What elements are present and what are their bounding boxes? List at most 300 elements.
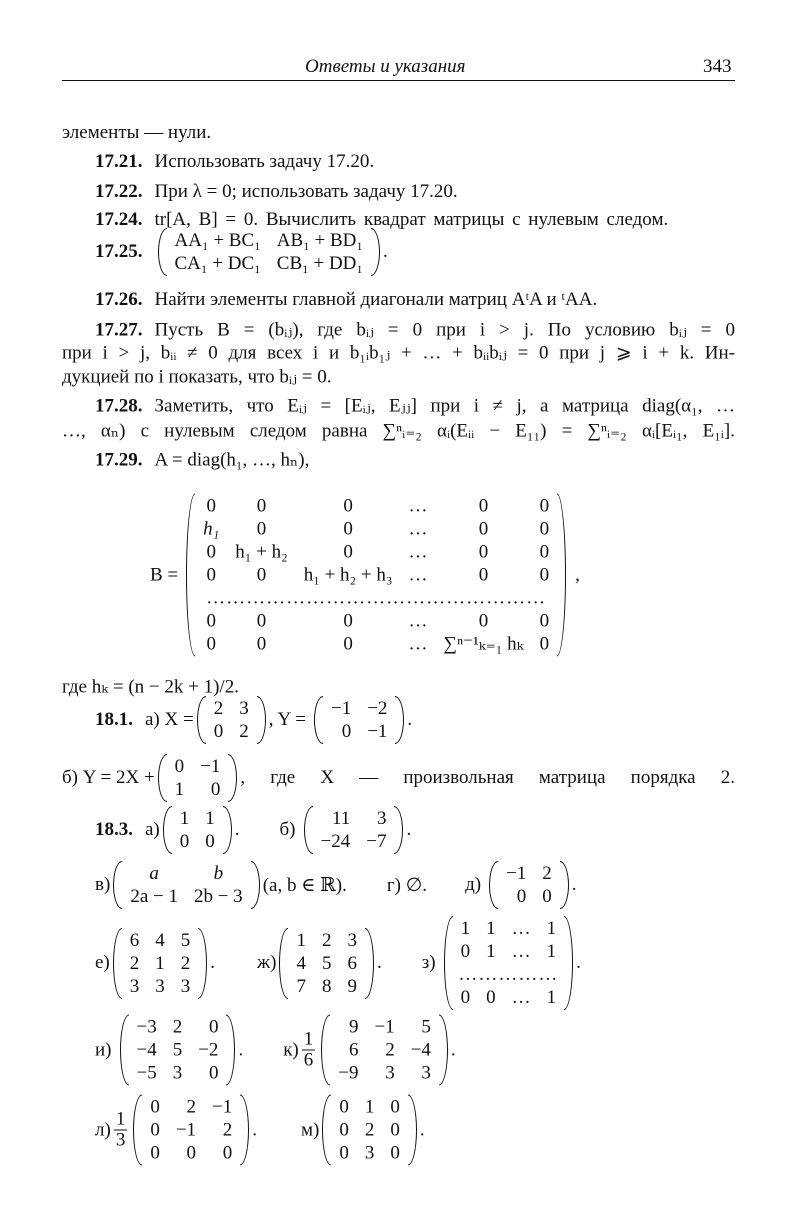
matrix-row: [288, 929, 365, 952]
matrix-cell: 1: [205, 808, 215, 829]
matrix-cell: 0: [206, 564, 216, 586]
matrix-cell: 0: [460, 941, 471, 962]
matrix-row: [195, 610, 557, 633]
matrix-row: [142, 1119, 240, 1142]
matrix-B-equation: [150, 494, 580, 657]
text: ж): [257, 952, 277, 973]
label: 17.24.: [95, 209, 143, 230]
matrix-row: [122, 929, 199, 952]
matrix-cell: 2: [239, 721, 249, 742]
matrix-body: [167, 229, 372, 275]
matrix-cell: −1: [367, 721, 388, 742]
matrix-cell: 0: [174, 756, 185, 777]
matrix-cell: 0: [205, 831, 215, 852]
answer-17-27-line2: при i > j, bᵢᵢ ≠ 0 для всех i и b₁ᵢb₁ⱼ + … + bᵢᵢbᵢⱼ = 0 при j ⩾ i + k. Ин-: [62, 342, 735, 364]
matrix-cell: 6: [347, 952, 357, 974]
matrix-cell: −2: [198, 1039, 219, 1061]
matrix-row: [195, 633, 557, 656]
left-paren: [444, 916, 453, 1010]
matrix-cell: 3: [129, 975, 140, 997]
right-paren: [560, 861, 569, 909]
text: к): [283, 1039, 299, 1060]
matrix-cell: 7: [296, 975, 306, 997]
matrix-cell: 1: [546, 941, 557, 962]
matrix-cell: 0: [256, 610, 267, 632]
text: Пусть B = (bᵢⱼ), где bᵢⱼ = 0 при i > j. По условию bᵢⱼ = 0: [154, 319, 735, 341]
matrix-17-25: [158, 228, 381, 276]
matrix-row: [453, 917, 565, 940]
matrix-cell: −1: [212, 1096, 233, 1118]
matrix-body: [129, 1016, 227, 1085]
answer-18-3: [95, 806, 411, 854]
matrix-cell: 0: [210, 779, 221, 800]
punct: .: [234, 819, 240, 840]
matrix-cell: 3: [239, 698, 249, 719]
matrix-cell: 4: [155, 929, 165, 951]
answer-17-22: [95, 181, 458, 203]
matrix-cell: 0: [150, 1096, 160, 1118]
matrix-cell: …: [408, 518, 428, 540]
fraction-one-third: [114, 1110, 128, 1151]
numerator: 1: [115, 1108, 126, 1130]
matrix-cell: 2: [364, 1119, 375, 1141]
right-paren: [223, 806, 232, 854]
matrix-cell: 9: [348, 1016, 359, 1038]
matrix-cell: 1: [486, 918, 496, 939]
matrix-cell: −2: [367, 698, 388, 719]
text: е): [95, 952, 110, 973]
matrix-cell: 2: [385, 1039, 395, 1061]
matrix-cell: 0: [516, 886, 527, 907]
label: 17.29.: [95, 449, 143, 470]
punct: .: [376, 952, 382, 973]
punct: .: [383, 241, 388, 262]
matrix-cell: 1: [546, 987, 557, 1008]
matrix-cell: 6: [348, 1039, 359, 1061]
right-paren: [371, 228, 380, 276]
matrix-18-3-zh: [279, 928, 374, 999]
matrix-cell: −3: [136, 1016, 157, 1038]
matrix-cell: 3: [180, 975, 191, 997]
left-paren: [304, 806, 313, 854]
matrix-cell: AA₁ + BC₁: [174, 230, 261, 251]
text: в): [95, 874, 111, 895]
matrix-18-3-e: [113, 928, 208, 999]
left-paren: [279, 928, 288, 999]
label: 17.28.: [95, 395, 143, 416]
text: A = diag(h₁, …, hₙ),: [154, 449, 310, 471]
matrix-cell: 0: [206, 633, 216, 655]
matrix-cell: 0: [179, 831, 190, 852]
matrix-cell: 2: [213, 698, 224, 719]
matrix-row: [288, 952, 365, 975]
matrix-cell: 1: [546, 918, 557, 939]
matrix-row: [453, 940, 565, 963]
matrix-J: [158, 754, 238, 802]
left-paren: [489, 861, 498, 909]
matrix-cell: 3: [421, 1062, 431, 1084]
matrix-row: [142, 1142, 240, 1165]
matrix-row: [313, 807, 395, 830]
text: Заметить, что Eᵢⱼ = [Eᵢⱼ, Eⱼⱼ] при i ≠ j, а матрица diag(α₁, …: [154, 395, 735, 417]
right-paren: [240, 1095, 249, 1166]
matrix-body: [323, 697, 395, 743]
denominator: 6: [303, 1049, 314, 1071]
answer-18-3-i: [95, 1015, 456, 1086]
matrix-body: [331, 1096, 408, 1165]
matrix-body: [167, 755, 229, 801]
matrix-cell: 1: [486, 941, 496, 962]
matrix-cell: −1: [506, 863, 527, 884]
punct: .: [450, 1039, 456, 1060]
punct: .: [576, 952, 581, 973]
matrix-cell: 0: [339, 1096, 349, 1118]
matrix-row: [206, 720, 257, 743]
text: а): [145, 819, 160, 840]
right-paren: [228, 754, 237, 802]
matrix-cell: 2: [222, 1119, 233, 1141]
matrix-row: [331, 1119, 408, 1142]
matrix-row: [498, 862, 560, 885]
matrix-cell: 0: [206, 541, 216, 563]
matrix-cell: −24: [320, 831, 351, 852]
punct: .: [238, 1039, 244, 1060]
text: , где X — произвольная матрица порядка 2.: [240, 767, 735, 788]
matrix-cell: …: [511, 918, 531, 939]
left-paren: [314, 696, 323, 744]
answer-17-26: [95, 289, 597, 311]
matrix-cell: −4: [410, 1039, 431, 1061]
matrix-cell: 1: [155, 952, 165, 974]
matrix-cell: 11: [331, 808, 351, 829]
left-paren: [197, 696, 206, 744]
matrix-row: [323, 720, 395, 743]
matrix-row: [195, 541, 557, 564]
right-paren: [198, 928, 207, 999]
matrix-row: [331, 1142, 408, 1165]
matrix-row: [323, 697, 395, 720]
text: При λ = 0; использовать задачу 17.20.: [154, 181, 458, 202]
matrix-cell: 1: [296, 929, 306, 951]
text: б) Y = 2X +: [62, 767, 155, 788]
text: л): [95, 1119, 111, 1140]
matrix-18-3-i: [120, 1015, 236, 1086]
page-number: 343: [703, 56, 732, 77]
matrix-cell: 2: [542, 863, 552, 884]
matrix-cell: 0: [206, 495, 216, 517]
matrix-cell: 0: [539, 610, 550, 632]
matrix-18-3-m: [322, 1095, 417, 1166]
matrix-cell: −1: [330, 698, 352, 719]
matrix-cell: 0: [208, 1016, 219, 1038]
matrix-cell: …: [408, 541, 428, 563]
matrix-cell: 3: [347, 929, 357, 951]
left-paren: [133, 1095, 142, 1166]
matrix-cell: 2b − 3: [193, 886, 243, 907]
right-paren: [251, 861, 260, 909]
matrix-cell: −5: [136, 1062, 157, 1084]
matrix-cell: 0: [390, 1096, 400, 1118]
matrix-dots-row: ……………………………………………: [206, 587, 547, 609]
matrix-cell: 0: [256, 564, 267, 586]
matrix-cell: 0: [343, 633, 353, 655]
left-paren: [322, 1095, 331, 1166]
text: б): [279, 819, 296, 840]
matrix-cell: 3: [155, 975, 165, 997]
matrix-row: [331, 1096, 408, 1119]
matrix-cell: 0: [486, 987, 496, 1008]
matrix-dots-row: ……………: [458, 964, 559, 985]
matrix-cell: 0: [390, 1142, 400, 1164]
answer-17-27: [95, 319, 735, 342]
matrix-cell: 0: [343, 495, 353, 517]
left-paren: [158, 754, 167, 802]
matrix-row: [129, 1062, 227, 1085]
matrix-cell: 0: [256, 518, 267, 540]
text: , Y =: [268, 709, 306, 730]
matrix-cell: 2: [172, 1016, 183, 1038]
running-header: Ответы и указания: [305, 56, 466, 77]
punct: ,: [575, 564, 580, 585]
right-paren: [365, 928, 374, 999]
matrix-body: [498, 862, 560, 908]
matrix-row: [288, 975, 365, 998]
matrix-cell: 0: [539, 633, 550, 655]
punct: .: [252, 1119, 257, 1140]
matrix-row: [167, 229, 372, 252]
matrix-cell: 5: [180, 929, 191, 951]
matrix-row: [122, 952, 199, 975]
matrix-cell: CA₁ + DC₁: [174, 253, 261, 274]
text: з): [421, 952, 436, 973]
matrix-cell: 2: [180, 952, 191, 974]
matrix-cell: …: [408, 564, 428, 586]
matrix-cell: −9: [338, 1062, 359, 1084]
matrix-cell: 0: [343, 518, 353, 540]
text: tr[A, B] = 0. Вычислить квадрат матрицы с нулевым следом.: [154, 209, 669, 230]
matrix-cell: 0: [539, 495, 550, 517]
matrix-cell: 0: [390, 1119, 400, 1141]
text: д): [465, 874, 482, 895]
header-rule: [62, 80, 735, 81]
matrix-body: [122, 862, 250, 908]
matrix-row: [330, 1016, 439, 1039]
matrix-cell: 0: [539, 541, 550, 563]
left-paren: [113, 861, 122, 909]
matrix-row: [122, 862, 250, 885]
matrix-cell: a: [149, 863, 159, 884]
hk-definition: где hₖ = (n − 2k + 1)/2.: [62, 676, 239, 698]
matrix-cell: 0: [341, 721, 352, 742]
right-paren: [408, 1095, 417, 1166]
matrix-cell: CB₁ + DD₁: [276, 253, 364, 274]
left-paren: [158, 228, 167, 276]
label: 17.26.: [95, 289, 143, 310]
matrix-cell: 0: [343, 541, 353, 563]
numerator: 1: [303, 1028, 314, 1050]
matrix-row: [129, 1039, 227, 1062]
lhs: B =: [150, 564, 179, 585]
matrix-cell: 1: [364, 1096, 375, 1118]
answer-17-29: [95, 449, 309, 472]
matrix-cell: 3: [385, 1062, 395, 1084]
matrix-cell: …: [408, 495, 428, 517]
matrix-cell: …: [511, 987, 531, 1008]
matrix-cell: −1: [374, 1016, 395, 1038]
answer-17-27-line3: дукцией по i показать, что bᵢⱼ = 0.: [62, 366, 332, 388]
matrix-18-3-k: [321, 1015, 448, 1086]
answer-18-3-l: [95, 1095, 425, 1166]
matrix-row: [498, 885, 560, 908]
matrix-row: [195, 495, 557, 518]
label: 18.3.: [95, 819, 133, 840]
continued-text: элементы — нули.: [62, 122, 212, 143]
text: и): [95, 1039, 112, 1060]
matrix-cell: 0: [208, 1062, 219, 1084]
matrix-cell: −1: [175, 1119, 197, 1141]
matrix-row: [330, 1062, 439, 1085]
text: Использовать задачу 17.20.: [154, 151, 375, 172]
matrix-row: [122, 975, 199, 998]
label: 17.21.: [95, 151, 143, 172]
matrix-body: [313, 807, 395, 853]
text: а) X =: [145, 709, 194, 730]
label: 17.22.: [95, 181, 143, 202]
matrix-cell: 0: [478, 564, 489, 586]
right-paren: [439, 1015, 448, 1086]
matrix-row: [167, 252, 372, 275]
left-paren: [321, 1015, 330, 1086]
right-paren: [394, 806, 403, 854]
matrix-cell: 5: [421, 1016, 431, 1038]
matrix-cell: 8: [321, 975, 332, 997]
left-paren: [163, 806, 172, 854]
matrix-cell: h₁ + h₂ + h₃: [303, 564, 393, 586]
label: 17.27.: [95, 319, 143, 340]
matrix-cell: 9: [347, 975, 357, 997]
matrix-row: [330, 1039, 439, 1062]
matrix-cell: 2: [129, 952, 140, 974]
matrix-cell: 3: [364, 1142, 375, 1164]
matrix-cell: 0: [343, 610, 353, 632]
matrix-cell: 0: [478, 610, 489, 632]
matrix-cell: 0: [256, 495, 267, 517]
matrix-row: [167, 755, 229, 778]
left-paren: [113, 928, 122, 999]
matrix-cell: 2: [321, 929, 332, 951]
matrix-row: [172, 830, 223, 853]
matrix-18-3-d: [489, 861, 569, 909]
matrix-cell: 2: [186, 1096, 197, 1118]
matrix-cell: 0: [539, 518, 550, 540]
left-paren: [120, 1015, 129, 1086]
matrix-18-3-b: [304, 806, 404, 854]
matrix-cell: 1: [174, 779, 185, 800]
answer-18-3-e: [95, 916, 581, 1010]
matrix-cell: 0: [256, 633, 267, 655]
matrix-cell: h₁: [203, 518, 220, 540]
matrix-row: [453, 986, 565, 1009]
answer-18-3-v: [95, 861, 577, 909]
answer-17-21: [95, 151, 374, 173]
matrix-cell: 0: [478, 541, 489, 563]
matrix-cell: 0: [478, 495, 489, 517]
matrix-cell: 0: [206, 610, 216, 632]
matrix-cell: 3: [376, 808, 387, 829]
matrix-body: [172, 807, 223, 853]
matrix-cell: −1: [200, 756, 221, 777]
matrix-body: [122, 929, 199, 998]
matrix-cell: 1: [179, 808, 190, 829]
matrix-cell: 6: [129, 929, 140, 951]
matrix-cell: h₁ + h₂: [235, 541, 288, 563]
matrix-row: [122, 885, 250, 908]
matrix-cell: 3: [172, 1062, 183, 1084]
matrix-body: [142, 1096, 240, 1165]
text: м): [301, 1119, 320, 1140]
matrix-cell: 5: [172, 1039, 183, 1061]
punct: .: [406, 819, 412, 840]
right-paren: [257, 696, 266, 744]
right-paren: [564, 916, 573, 1010]
matrix-cell: AB₁ + BD₁: [276, 230, 364, 251]
matrix-row: [142, 1096, 240, 1119]
text: Найти элементы главной диагонали матриц AᵗA и ᵗAA.: [154, 289, 598, 310]
matrix-body: [206, 697, 257, 743]
matrix-X: [197, 696, 266, 744]
matrix-row: [206, 697, 257, 720]
matrix-row: [195, 518, 557, 541]
matrix-cell: 0: [213, 721, 224, 742]
punct: .: [407, 709, 413, 730]
matrix-cell: −7: [366, 831, 387, 852]
matrix-cell: 0: [186, 1142, 197, 1164]
matrix-row: [195, 564, 557, 587]
matrix-cell: 5: [321, 952, 332, 974]
matrix-18-3-a: [163, 806, 232, 854]
matrix-18-3-v: [113, 861, 259, 909]
matrix-body: [195, 495, 557, 656]
right-paren: [557, 494, 566, 657]
matrix-B: [186, 494, 566, 657]
matrix-row: [129, 1016, 227, 1039]
matrix-cell: 2a − 1: [130, 886, 178, 907]
matrix-cell: 0: [542, 886, 552, 907]
punct: .: [210, 952, 216, 973]
left-paren: [186, 494, 195, 657]
label: 17.25.: [95, 241, 143, 262]
matrix-cell: …: [408, 633, 428, 655]
matrix-cell: 1: [460, 918, 471, 939]
answer-18-1-b: [62, 754, 735, 802]
matrix-cell: 0: [150, 1142, 160, 1164]
punct: .: [419, 1119, 425, 1140]
matrix-row: [195, 587, 557, 610]
matrix-body: [453, 917, 565, 1009]
matrix-row: [453, 963, 565, 986]
text: (a, b ∈ ℝ).: [262, 874, 347, 896]
matrix-cell: 0: [478, 518, 489, 540]
matrix-18-3-l: [133, 1095, 249, 1166]
matrix-Y: [314, 696, 404, 744]
matrix-row: [172, 807, 223, 830]
matrix-cell: −4: [136, 1039, 157, 1061]
matrix-cell: b: [213, 863, 224, 884]
matrix-body: [330, 1016, 439, 1085]
answer-17-28-line2: …, αₙ) с нулевым следом равна ∑ⁿᵢ₌₂ αᵢ(Eᵢᵢ − E₁₁) = ∑ⁿᵢ₌₂ αᵢ[Eᵢ₁, E₁ᵢ].: [62, 420, 735, 442]
matrix-cell: …: [511, 941, 531, 962]
matrix-cell: 0: [339, 1119, 349, 1141]
